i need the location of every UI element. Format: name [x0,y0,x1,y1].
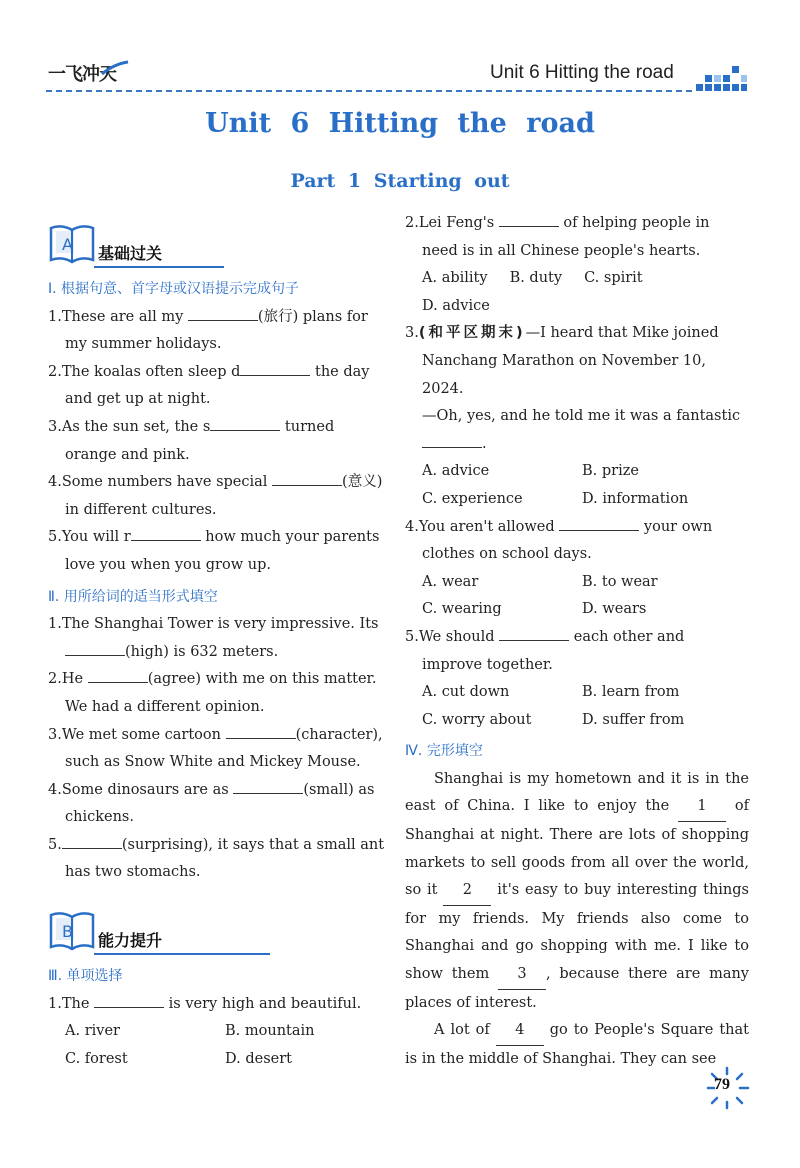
question-item: 4.Some dinosaurs are as (small) as chickens. [48,777,390,832]
header-title: Unit 6 Hitting the road [490,62,674,83]
badge-b-label: 能力提升 [98,931,163,951]
answer-blank[interactable] [226,722,296,739]
answer-blank[interactable] [422,431,482,448]
option[interactable]: B. learn from [582,684,680,701]
source-tag: (和平区期末) [418,325,526,342]
page-header [0,0,800,100]
question-item: 5.We should each other and improve together. [405,624,749,679]
question-item: 1.The is very high and beautiful. [48,991,390,1019]
answer-blank[interactable] [62,832,122,849]
option[interactable]: C. forest [65,1050,128,1067]
question-item: 3.As the sun set, the s turned orange and pink. [48,414,390,469]
question-item: 2.He (agree) with me on this matter. We had a different opinion. [48,666,390,721]
option[interactable]: B. to wear [582,573,658,590]
answer-blank[interactable] [65,639,125,656]
option[interactable]: A. advice [422,463,490,480]
answer-blank[interactable] [499,624,569,641]
option[interactable]: C. spirit [584,270,643,287]
section-heading: Ⅲ. 单项选择 [48,968,123,985]
option[interactable]: B. mountain [225,1023,315,1040]
option[interactable]: C. experience [422,490,523,507]
question-item: 3.(和平区期末)—I heard that Mike joined Nanchang Marathon on November 10, 2024. [405,325,719,397]
badge-a-label: 基础过关 [98,244,163,263]
unit-title: Unit 6 Hitting the road [205,108,595,139]
option[interactable]: B. prize [582,463,639,480]
left-column [48,214,390,1073]
answer-blank[interactable] [499,210,559,227]
option[interactable]: A. cut down [422,684,510,701]
answer-blank[interactable] [94,991,164,1008]
header-divider [46,90,692,92]
right-column [405,210,749,1073]
question-item: 1.These are all my (旅行) plans for my summer holidays. [48,304,390,359]
answer-blank[interactable] [240,359,310,376]
answer-blank[interactable] [272,469,342,486]
options-list [405,569,749,624]
section-heading: Ⅱ. 用所给词的适当形式填空 [48,588,218,605]
page-number: 79 [714,1076,730,1093]
cloze-blank[interactable]: 2 [443,877,491,906]
option[interactable]: A. wear [422,573,479,590]
option[interactable]: D. wears [582,601,647,618]
answer-blank[interactable] [210,414,280,431]
answer-blank[interactable] [233,777,303,794]
section-heading: Ⅰ. 根据句意、首字母或汉语提示完成句子 [48,281,300,297]
question-item: 1.The Shanghai Tower is very impressive. Its (high) is 632 meters. [48,616,379,660]
question-item: 5.You will r how much your parents love you when you grow up. [48,524,390,579]
answer-blank[interactable] [131,524,201,541]
cloze-blank[interactable]: 4 [496,1017,544,1046]
option[interactable]: D. suffer from [582,711,685,728]
cloze-paragraph: A lot of 4 go to People's Square that is in the middle of Shanghai. They can see [405,1017,749,1073]
badge-b-letter: B [62,922,73,942]
section-heading: Ⅳ. 完形填空 [405,743,483,760]
options-list [405,458,749,513]
swoosh-icon [100,60,130,78]
badge-underline [94,266,224,268]
question-item: 4.You aren't allowed your own clothes on school days. [405,514,749,569]
option[interactable]: C. worry about [422,711,532,728]
question-reply: —Oh, yes, and he told me it was a fantastic . [422,408,741,452]
badge-basic [48,214,390,272]
cloze-blank[interactable]: 1 [678,793,726,822]
cloze-paragraph: Shanghai is my hometown and it is in the east of China. I like to enjoy the 1 of Shanghai at night. There are lots of shopping markets to sell goods from all over the world, so it 2 it's easy to buy interesting things for my friends. My friends also come to Shanghai and go shopping with me. I like to show them 3 , because there are many places of interest. [405,770,749,1011]
badge-a-letter: A [62,235,73,254]
options-list [405,679,749,734]
option[interactable]: A. river [65,1023,120,1040]
answer-blank[interactable] [88,666,148,683]
part-title: Part 1 Starting out [290,170,510,192]
brand-logo: 一飞冲天 [48,64,116,85]
badge-advanced [48,901,390,959]
question-item: 2.The koalas often sleep d the day and get up at night. [48,359,390,414]
question-item: 5. (surprising), it says that a small ant has two stomachs. [48,832,390,887]
book-icon [48,909,96,953]
question-item: 2.Lei Feng's of helping people in need is in all Chinese people's hearts. [405,210,749,265]
options-list [48,1018,390,1073]
option[interactable]: D. desert [225,1050,292,1067]
option[interactable]: B. duty [509,270,563,287]
cloze-blank[interactable]: 3 [498,961,546,990]
option[interactable]: C. wearing [422,601,502,618]
option[interactable]: D. information [582,490,689,507]
answer-blank[interactable] [559,514,639,531]
option[interactable]: D. advice [422,297,490,314]
book-icon [48,222,96,266]
answer-blank[interactable] [188,304,258,321]
options-list [405,265,749,320]
question-item: 4.Some numbers have special (意义) in different cultures. [48,469,390,524]
grid-decoration-icon [694,62,748,96]
question-item: 3.We met some cartoon (character), such as Snow White and Mickey Mouse. [48,722,390,777]
option[interactable]: A. ability [422,270,488,287]
badge-underline [94,953,270,955]
